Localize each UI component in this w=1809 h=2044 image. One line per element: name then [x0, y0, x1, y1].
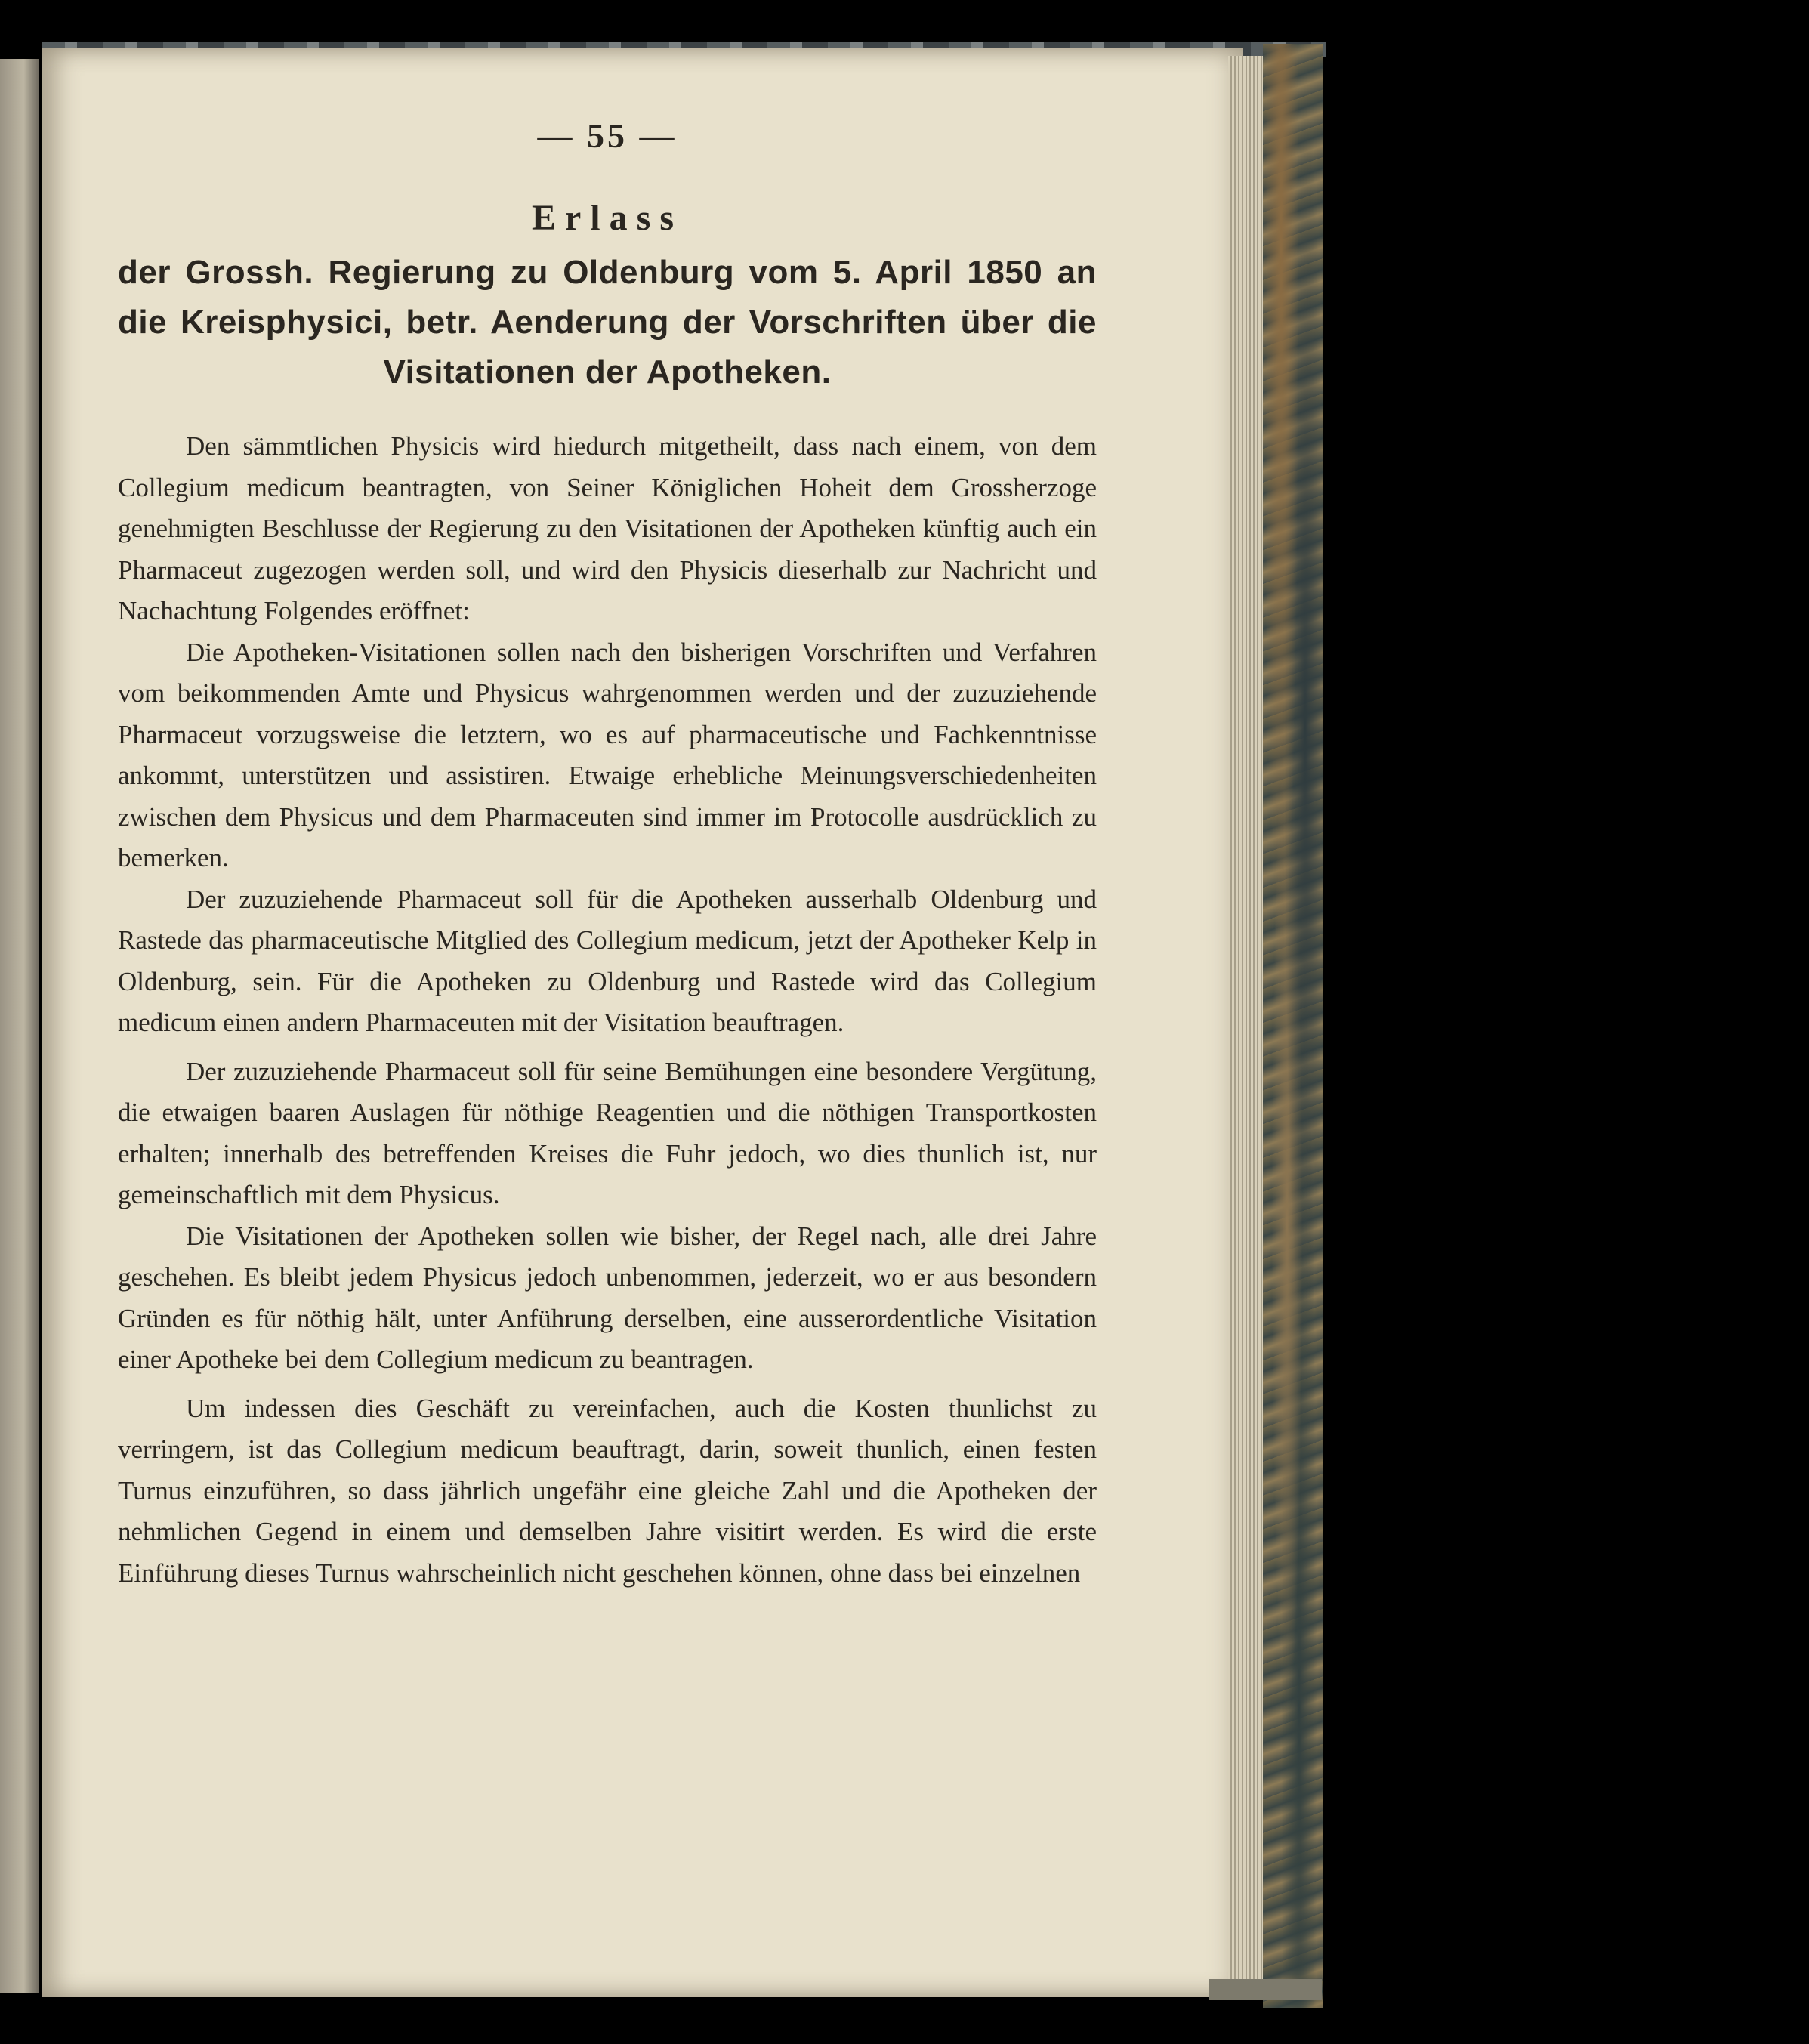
page-content [118, 113, 1097, 1594]
document-body [118, 426, 1097, 1594]
paragraph: Um indessen dies Geschäft zu vereinfachen, auch die Kosten thunlichst zu verringern, ist das Collegium medicum beauftragt, darin, soweit thunlich, einen festen Turnus einzuführen, so dass jährlich ungefähr eine gleiche Zahl und die Apotheken der nehmlichen Gegend in einem und demselben Jahre visitirt werden. Es wird die erste Einführung dieses Turnus wahrscheinlich nicht geschehen können, ohne dass bei einzelnen [118, 1393, 1097, 1588]
bottom-cover-edge [1209, 1979, 1322, 2000]
paragraph: Die Apotheken-Visitationen sollen nach den bisherigen Vorschriften und Verfahren vom beikommenden Amte und Physicus wahrgenommen werden und der zuzuziehende Pharmaceut vorzugsweise die letztern, wo es auf pharmaceutische und Fachkenntnisse ankommt, unterstützen und assistiren. Etwaige erhebliche Meinungsverschiedenheiten zwischen dem Physicus und dem Pharmaceuten sind immer im Protocolle ausdrücklich zu bemerken. [118, 637, 1097, 872]
document-title: Erlass [531, 198, 683, 238]
page-number: — 55 — [537, 116, 678, 155]
page-stack-edge [1228, 56, 1264, 1990]
paragraph: Der zuzuziehende Pharmaceut soll für die Apotheken ausserhalb Oldenburg und Rastede das pharmaceutische Mitglied des Collegium medicum, jetzt der Apotheker Kelp in Oldenburg, sein. Für die Apotheken zu Oldenburg und Rastede wird das Collegium medicum einen andern Pharmaceuten mit der Visitation beauftragen. [118, 884, 1097, 1037]
marbled-cover [1263, 44, 1323, 2008]
left-page-edge [0, 59, 39, 1993]
document-subtitle: der Grossh. Regierung zu Oldenburg vom 5. April 1850 an die Kreisphysici, betr. Aenderung der Vorschriften über die Visitationen der Apotheken. [118, 254, 1097, 391]
paragraph: Der zuzuziehende Pharmaceut soll für seine Bemühungen eine besondere Vergütung, die etwaigen baaren Auslagen für nöthige Reagentien und die nöthigen Transportkosten erhalten; innerhalb des betreffenden Kreises die Fuhr jedoch, wo dies thunlich ist, nur gemeinschaftlich mit dem Physicus. [118, 1056, 1097, 1209]
paragraph: Die Visitationen der Apotheken sollen wie bisher, der Regel nach, alle drei Jahre geschehen. Es bleibt jedem Physicus jedoch unbenommen, jederzeit, wo er aus besondern Gründen es für nöthig hält, unter Anführung derselben, eine ausserordentliche Visitation einer Apotheke bei dem Collegium medicum zu beantragen. [118, 1221, 1097, 1374]
paragraph: Den sämmtlichen Physicis wird hiedurch mitgetheilt, dass nach einem, von dem Collegium medicum beantragten, von Seiner Königlichen Hoheit dem Grossherzoge genehmigten Beschlusse der Regierung zu den Visitationen der Apotheken künftig auch ein Pharmaceut zugezogen werden soll, und wird den Physicis dieserhalb zur Nachricht und Nachachtung Folgendes eröffnet: [118, 431, 1097, 625]
